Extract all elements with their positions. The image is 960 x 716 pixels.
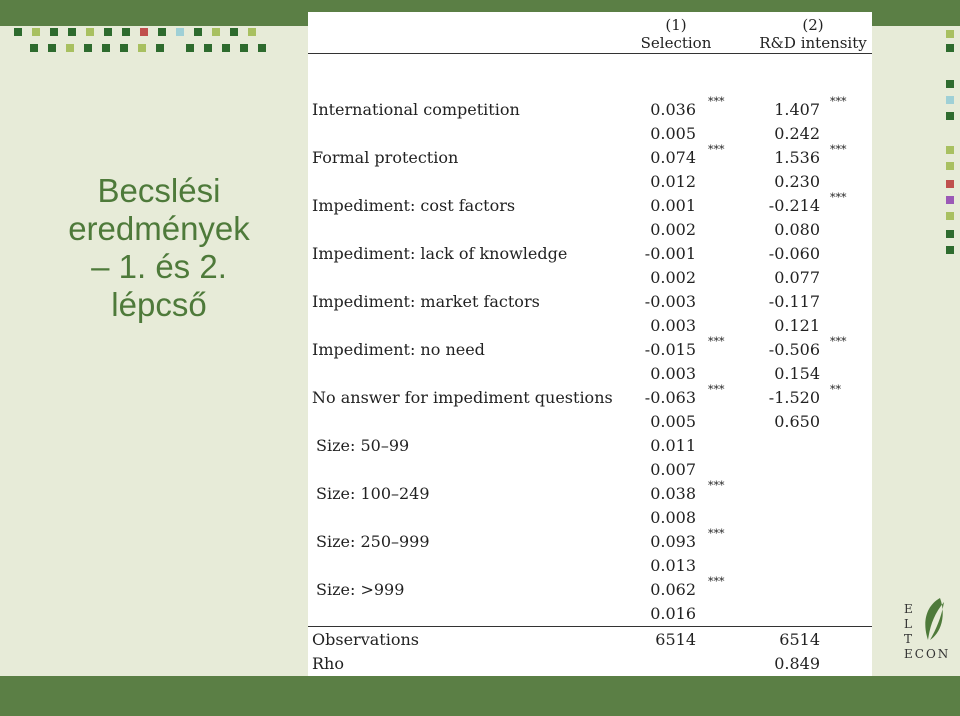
table-row (308, 508, 872, 532)
rd-intensity-value: 0.230 (774, 172, 820, 191)
rd-intensity-value: -1.520 (768, 388, 820, 407)
selection-value: 0.005 (650, 124, 696, 143)
title-line-1: Becslési (97, 172, 221, 209)
table-row (308, 172, 872, 196)
row-label: Observations (312, 630, 419, 649)
rd-intensity-value: 0.154 (774, 364, 820, 383)
col1-title: Selection (640, 34, 712, 52)
row-label: Impediment: no need (312, 340, 485, 359)
table-row (308, 383, 872, 412)
logo-letter-e: E (904, 602, 915, 616)
rd-intensity-value: 1.407 (774, 100, 820, 119)
slide-title (40, 172, 278, 324)
selection-value: 0.011 (650, 436, 696, 455)
rd-intensity-value: 0.077 (774, 268, 820, 287)
selection-stars: *** (708, 479, 725, 492)
selection-stars: *** (708, 383, 725, 396)
logo-econ: ECON (904, 647, 951, 661)
selection-value: 0.016 (650, 604, 696, 623)
rd-intensity-stars: *** (830, 191, 847, 204)
table-row (308, 191, 872, 220)
table-row (308, 436, 872, 460)
col2-header (750, 16, 876, 52)
leaf-icon (920, 596, 946, 644)
table-row (308, 244, 872, 268)
logo-letter-l: L (904, 617, 914, 631)
elte-econ-logo (902, 596, 958, 666)
col2-title: R&D intensity (759, 34, 867, 52)
rd-intensity-stars: *** (830, 95, 847, 108)
selection-value: -0.003 (644, 292, 696, 311)
table-row (308, 95, 872, 124)
rd-intensity-value: -0.506 (768, 340, 820, 359)
selection-value: -0.063 (644, 388, 696, 407)
rd-intensity-value: -0.117 (768, 292, 820, 311)
row-label: International competition (312, 100, 520, 119)
selection-stars: *** (708, 335, 725, 348)
selection-value: 0.002 (650, 268, 696, 287)
rd-intensity-value: -0.060 (768, 244, 820, 263)
title-line-3: – 1. és 2. (91, 248, 227, 285)
rd-intensity-value: 0.080 (774, 220, 820, 239)
selection-stars: *** (708, 143, 725, 156)
rd-intensity-value: 0.242 (774, 124, 820, 143)
selection-value: 0.007 (650, 460, 696, 479)
row-label: No answer for impediment questions (312, 388, 613, 407)
header-rule (308, 53, 872, 54)
title-line-4: lépcső (111, 286, 207, 323)
selection-value: 6514 (655, 630, 696, 649)
selection-value: 0.005 (650, 412, 696, 431)
row-label: Size: 50–99 (316, 436, 410, 455)
footer-row (308, 630, 872, 654)
table-row (308, 268, 872, 292)
rd-intensity-value: 0.121 (774, 316, 820, 335)
selection-stars: *** (708, 575, 725, 588)
footer-rule (308, 626, 872, 627)
selection-value: 0.013 (650, 556, 696, 575)
table-row (308, 527, 872, 556)
rd-intensity-stars: *** (830, 143, 847, 156)
row-label: Impediment: market factors (312, 292, 540, 311)
selection-value: 0.093 (650, 532, 696, 551)
title-line-2: eredmények (68, 210, 250, 247)
table-row (308, 220, 872, 244)
selection-stars: *** (708, 95, 725, 108)
table-row (308, 412, 872, 436)
table-row (308, 479, 872, 508)
rd-intensity-value: 0.650 (774, 412, 820, 431)
bottom-bar (0, 676, 960, 716)
table-row (308, 556, 872, 580)
selection-stars: *** (708, 527, 725, 540)
rd-intensity-stars: ** (830, 383, 841, 396)
table-row (308, 316, 872, 340)
table-row (308, 575, 872, 604)
row-label: Impediment: lack of knowledge (312, 244, 568, 263)
selection-value: 0.036 (650, 100, 696, 119)
logo-letter-t: T (904, 632, 915, 646)
rd-intensity-value: -0.214 (768, 196, 820, 215)
row-label: Size: >999 (316, 580, 405, 599)
selection-value: -0.015 (644, 340, 696, 359)
row-label: Impediment: cost factors (312, 196, 516, 215)
col2-number: (2) (802, 16, 824, 34)
rd-intensity-stars: *** (830, 335, 847, 348)
rd-intensity-value: 0.849 (774, 654, 820, 673)
selection-value: 0.008 (650, 508, 696, 527)
table-row (308, 292, 872, 316)
table-row (308, 143, 872, 172)
row-label: Formal protection (312, 148, 459, 167)
rd-intensity-value: 1.536 (774, 148, 820, 167)
selection-value: 0.002 (650, 220, 696, 239)
row-label: Size: 250–999 (316, 532, 430, 551)
selection-value: 0.038 (650, 484, 696, 503)
rd-intensity-value: 6514 (779, 630, 820, 649)
selection-value: 0.074 (650, 148, 696, 167)
table-row (308, 124, 872, 148)
table-row (308, 460, 872, 484)
selection-value: 0.012 (650, 172, 696, 191)
table-row (308, 364, 872, 388)
row-label: Rho (312, 654, 344, 673)
col1-number: (1) (665, 16, 687, 34)
table-row (308, 335, 872, 364)
selection-value: -0.001 (644, 244, 696, 263)
selection-value: 0.001 (650, 196, 696, 215)
selection-value: 0.003 (650, 364, 696, 383)
col1-header (624, 16, 728, 52)
selection-value: 0.003 (650, 316, 696, 335)
selection-value: 0.062 (650, 580, 696, 599)
results-table (308, 12, 872, 676)
footer-row (308, 654, 872, 678)
row-label: Size: 100–249 (316, 484, 430, 503)
table-row (308, 604, 872, 628)
